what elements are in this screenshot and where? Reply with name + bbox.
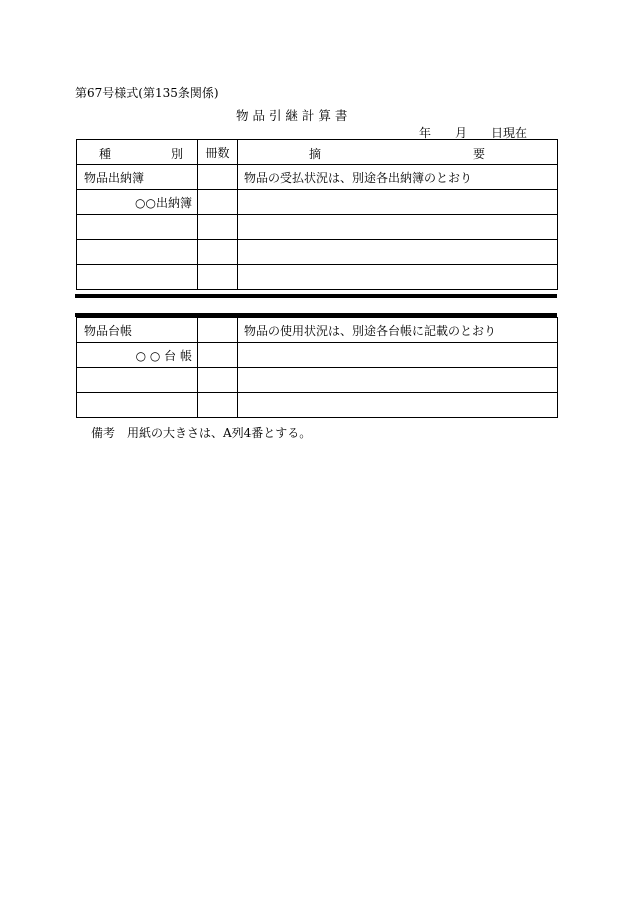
count-cell xyxy=(198,393,238,418)
desc-cell xyxy=(238,368,558,393)
document-title: 物 品 引 継 計 算 書 xyxy=(236,108,348,123)
kind-cell xyxy=(77,240,198,265)
desc-cell xyxy=(238,265,558,290)
kind-cell xyxy=(77,368,198,393)
remark-note: 備考 用紙の大きさは、A列4番とする。 xyxy=(91,426,312,440)
header-kind-left: 種 xyxy=(99,147,112,161)
header-desc-left: 摘 xyxy=(309,147,322,161)
table-row xyxy=(77,190,558,215)
count-cell xyxy=(198,368,238,393)
table-row xyxy=(77,215,558,240)
count-cell xyxy=(198,190,238,215)
count-cell xyxy=(198,240,238,265)
table-row xyxy=(77,240,558,265)
table-row xyxy=(77,393,558,418)
count-cell xyxy=(198,215,238,240)
desc-cell xyxy=(238,215,558,240)
ledger-table xyxy=(76,139,558,290)
kind-cell: 物品出納簿 xyxy=(77,165,198,190)
table-row xyxy=(77,318,558,343)
header-row xyxy=(77,140,558,165)
kind-cell: ○ ○ 台 帳 xyxy=(77,343,198,368)
section-divider-top xyxy=(75,294,557,298)
kind-cell xyxy=(77,215,198,240)
form-number: 第67号様式(第135条関係) xyxy=(75,86,219,100)
table-row xyxy=(77,343,558,368)
date-line: 年 月 日現在 xyxy=(418,126,527,140)
count-cell xyxy=(198,265,238,290)
desc-cell xyxy=(238,343,558,368)
header-desc xyxy=(238,140,558,165)
count-cell xyxy=(198,165,238,190)
kind-cell xyxy=(77,393,198,418)
header-desc-right: 要 xyxy=(473,147,486,161)
table-row xyxy=(77,368,558,393)
table-row xyxy=(77,265,558,290)
header-kind xyxy=(77,140,198,165)
desc-cell xyxy=(238,393,558,418)
kind-cell: ○○出納簿 xyxy=(77,190,198,215)
table-row xyxy=(77,165,558,190)
count-cell xyxy=(198,318,238,343)
desc-cell: 物品の受払状況は、別途各出納簿のとおり xyxy=(238,165,558,190)
header-count: 冊数 xyxy=(198,140,238,165)
desc-cell: 物品の使用状況は、別途各台帳に記載のとおり xyxy=(238,318,558,343)
desc-cell xyxy=(238,190,558,215)
kind-cell xyxy=(77,265,198,290)
register-table xyxy=(76,317,558,418)
count-cell xyxy=(198,343,238,368)
desc-cell xyxy=(238,240,558,265)
header-kind-right: 別 xyxy=(171,147,184,161)
kind-cell: 物品台帳 xyxy=(77,318,198,343)
